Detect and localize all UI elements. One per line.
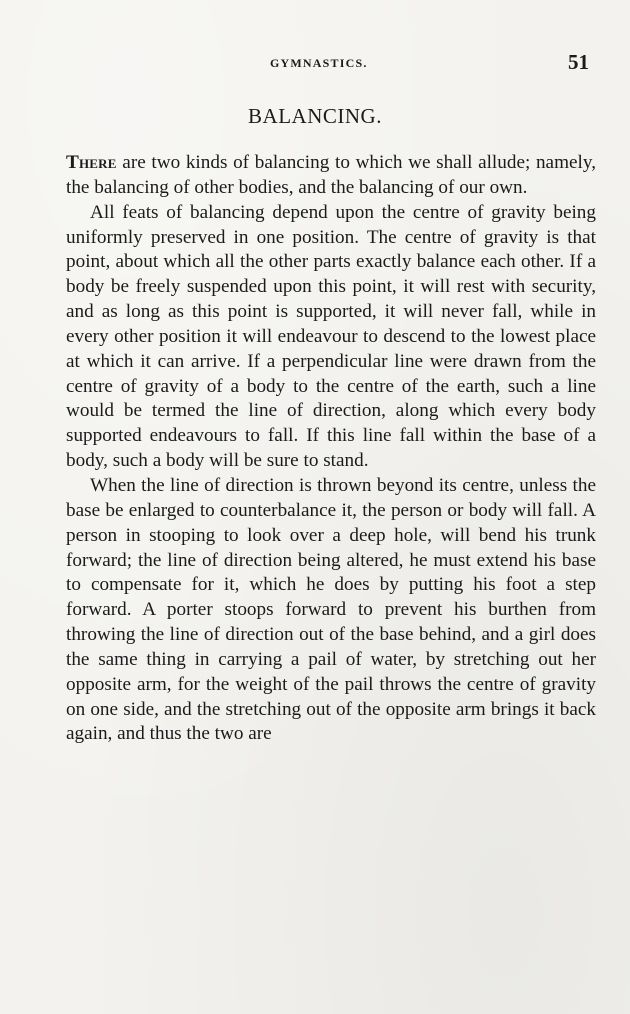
section-title: BALANCING. <box>248 104 382 128</box>
page-number: 51 <box>568 50 589 74</box>
body-text <box>66 151 596 747</box>
paragraph-1-lead: There <box>66 152 117 173</box>
paragraph-2-text: All feats of balancing depend upon the centre of gravity being uniformly preserved in one position. The centre of gravity is that point, about which all the other parts exactly balance each other. If a body be freely suspended upon this point, it will rest with security, and as long as this point is supported, it will never fall, while in every other position it will endeavour to descend to the lowest place at which it can arrive. If a perpendicular line were drawn from the centre of gravity of a body to the centre of the earth, such a line would be termed the line of direction, along which every body supported endeavours to fall. If this line fall within the base of a body, such a body will be sure to stand. <box>66 201 596 472</box>
running-head <box>0 52 630 76</box>
paragraph-2 <box>66 201 596 474</box>
running-title: GYMNASTICS. <box>270 56 368 70</box>
paragraph-3-text: When the line of direction is thrown beyond its centre, unless the base be enlarged to counterbalance it, the person or body will fall. A person in stooping to look over a deep hole, will bend his trunk forward; the line of direction being altered, he must extend his base to compensate for it, which he does by putting his foot a step forward. A porter stoops forward to prevent his burthen from throwing the line of direction out of the base behind, and a girl does the same thing in carrying a pail of water, by stretching out her opposite arm, for the weight of the pail throws the centre of gravity on one side, and the stretching out of the opposite arm brings it back again, and thus the two are <box>66 474 596 745</box>
paragraph-1 <box>66 151 596 201</box>
paragraph-3 <box>66 474 596 747</box>
paragraph-1-text: are two kinds of balancing to which we shall allude; namely, the balancing of other bodies, and the balancing of our own. <box>66 152 596 198</box>
